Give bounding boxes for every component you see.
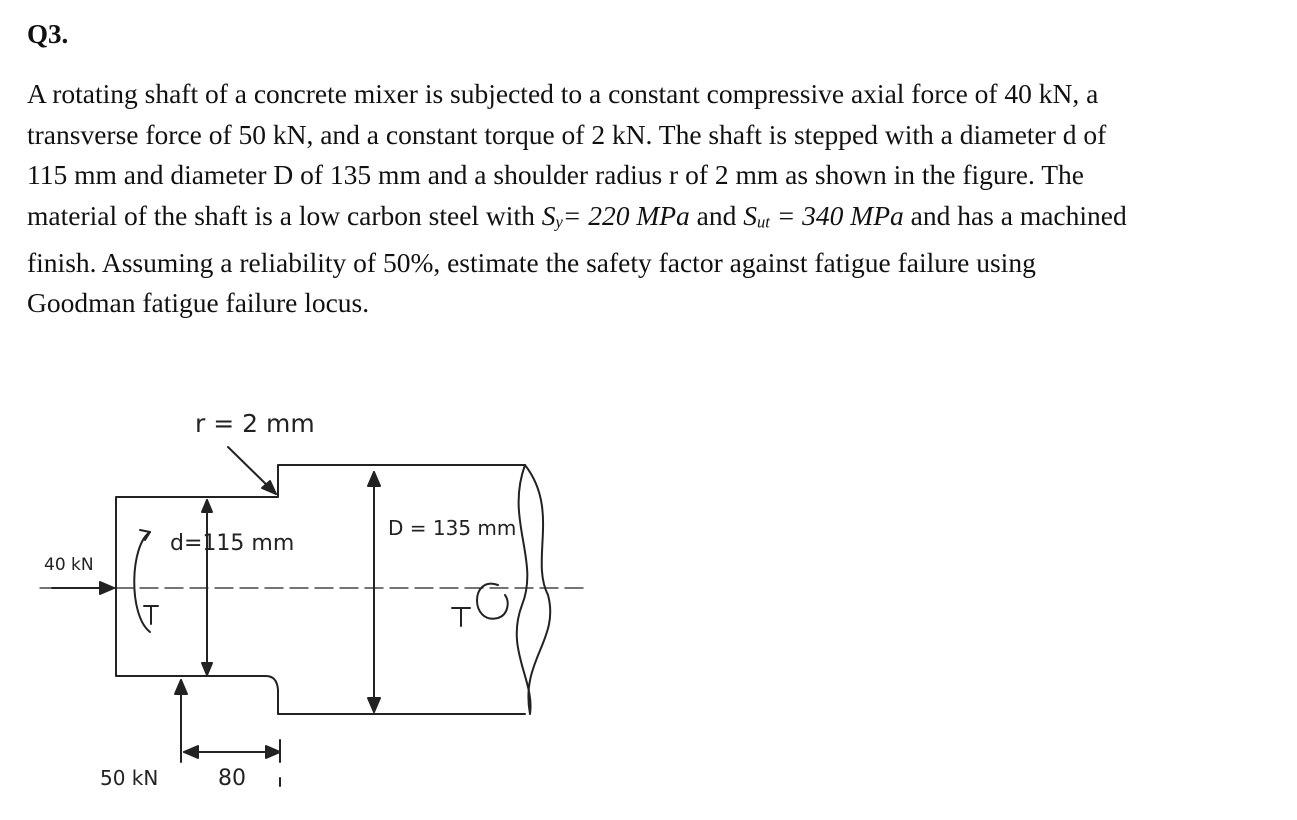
problem-line-4 — [27, 196, 1277, 243]
problem-line-5: finish. Assuming a reliability of 50%, estimate the safety factor against fatigue failure using — [27, 246, 1036, 278]
small-diameter-label: d=115 mm — [170, 531, 295, 556]
problem-line-3: 115 mm and diameter D of 135 mm and a shoulder radius r of 2 mm as shown in the figure. The — [27, 159, 1085, 191]
problem-line-6: Goodman fatigue failure locus. — [27, 287, 370, 319]
axial-force-label: 40 kN — [44, 555, 94, 575]
shaft-figure — [0, 380, 620, 820]
yield-strength-symbol: $S_y= 220$ MPa — [541, 199, 690, 232]
large-section-outline — [278, 465, 525, 714]
distance-label: 80 — [218, 766, 246, 791]
line4-pre: material of the shaft is a low carbon steel with — [27, 199, 542, 231]
ultimate-strength-symbol: $S_{ut} = 340$ MPa — [743, 199, 904, 232]
transverse-force-label: 50 kN — [100, 766, 159, 790]
shaft-sketch — [0, 380, 620, 820]
problem-statement — [27, 74, 1277, 324]
line4-post: and has a machined — [903, 199, 1127, 231]
problem-line-1: A rotating shaft of a concrete mixer is subjected to a constant compressive axial force of 40 kN, a — [27, 78, 1099, 109]
line4-mid: and — [689, 199, 744, 231]
problem-line-2: transverse force of 50 kN, and a constant torque of 2 kN. The shaft is stepped with a diameter d of — [27, 118, 1107, 150]
large-diameter-label: D = 135 mm — [388, 516, 517, 540]
torque-left-symbol — [134, 532, 150, 632]
question-number: Q3. — [27, 19, 69, 49]
break-line — [517, 465, 551, 714]
torque-right-symbol — [477, 584, 508, 619]
radius-label: r = 2 mm — [195, 409, 315, 438]
